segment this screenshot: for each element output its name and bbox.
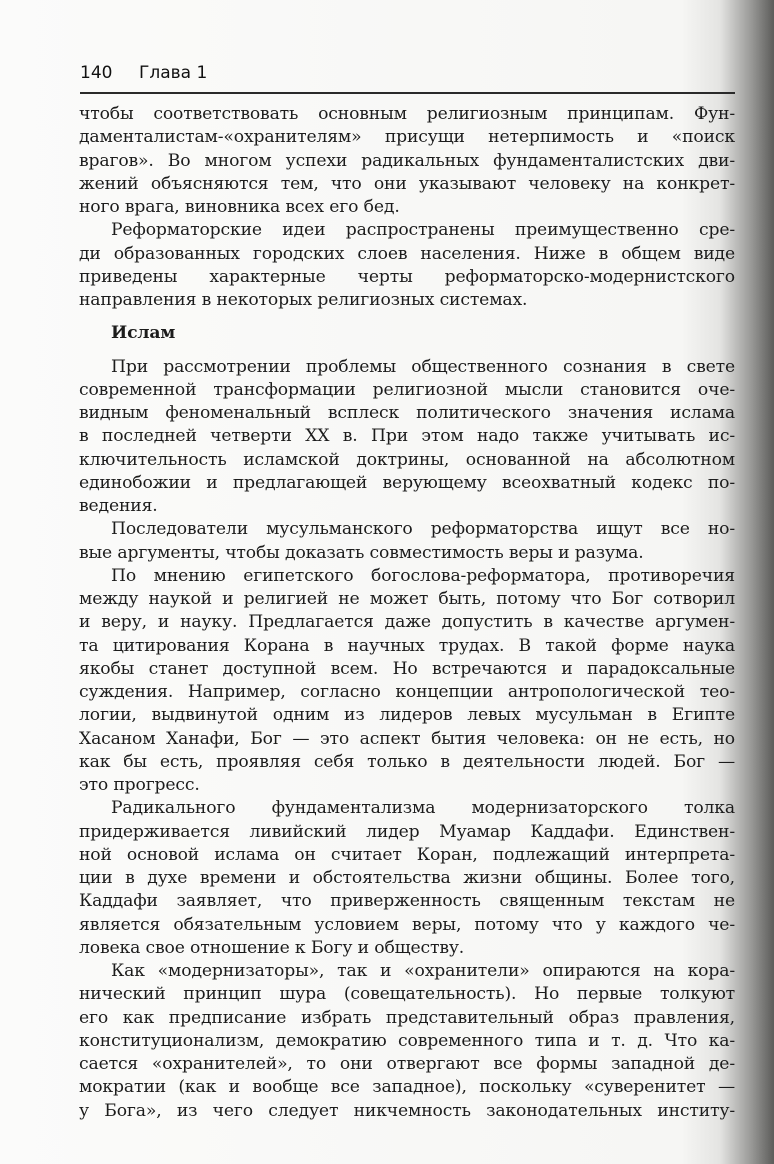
text-line: даменталистам-«охранителям» присущи нетерпимость и «поиск: [79, 127, 735, 148]
text-line: видным феноменальный всплеск политического значения ислама: [79, 403, 735, 423]
text-line: приведены характерные черты реформаторско-модернистского: [79, 266, 735, 287]
text-line: чтобы соответствовать основным религиозным принципам. Фун-: [79, 104, 735, 124]
text-line: При рассмотрении проблемы общественного сознания в свете: [111, 356, 735, 377]
text-line: ведения.: [79, 496, 158, 516]
text-line: является обязательным условием веры, потому что у каждого че-: [79, 914, 735, 935]
text-line: и веру, и науку. Предлагается даже допустить в качестве аргумен-: [79, 612, 735, 633]
section-spacer: [79, 346, 735, 356]
text-line: та цитирования Корана в научных трудах. В такой форме наука: [79, 635, 735, 656]
text-line: как бы есть, проявляя себя только в деятельности людей. Бог —: [79, 751, 735, 772]
text-line: его как предписание избрать представительный образ правления,: [79, 1007, 735, 1028]
text-line: якобы станет доступной всем. Но встречаются и парадоксальные: [79, 658, 735, 679]
text-line: между наукой и религией не может быть, потому что Бог сотворил: [79, 589, 735, 609]
text-line: придерживается ливийский лидер Муамар Каддафи. Единствен-: [79, 821, 735, 842]
section-spacer: [79, 312, 735, 322]
text-line: это прогресс.: [79, 775, 200, 795]
text-line: конституционализм, демократию современного типа и т. д. Что ка-: [79, 1030, 735, 1051]
text-line: у Бога», из чего следует никчемность законодательных институ-: [79, 1100, 735, 1121]
text-line: ного врага, виновника всех его бед.: [79, 197, 400, 217]
chapter-title: Глава 1: [139, 63, 208, 83]
text-line: Реформаторские идеи распространены преимущественно сре-: [111, 220, 735, 241]
page-number: 140: [80, 63, 113, 83]
text-line: логии, выдвинутой одним из лидеров левых мусульман в Египте: [79, 705, 735, 726]
text-line: врагов». Во многом успехи радикальных фундаменталистских дви-: [79, 150, 735, 171]
text-line: направления в некоторых религиозных системах.: [79, 290, 528, 310]
text-line: нический принцип шура (совещательность). Но первые толкуют: [79, 984, 735, 1005]
text-line: Последователи мусульманского реформаторства ищут все но-: [111, 519, 735, 540]
text-line: в последней четверти XX в. При этом надо также учитывать ис-: [79, 426, 735, 447]
text-line: сается «охранителей», то они отвергают все формы западной де-: [79, 1054, 735, 1074]
text-line: Каддафи заявляет, что приверженность священным текстам не: [79, 891, 735, 912]
header-rule: [80, 92, 735, 94]
text-line: современной трансформации религиозной мысли становится оче-: [79, 379, 735, 400]
section-heading: Ислам: [111, 323, 176, 344]
text-line: Как «модернизаторы», так и «охранители» опираются на кора-: [111, 961, 735, 981]
text-line: ди образованных городских слоев населения. Ниже в общем виде: [79, 243, 735, 264]
text-line: Хасаном Ханафи, Бог — это аспект бытия человека: он не есть, но: [79, 728, 735, 749]
text-line: жений объясняются тем, что они указывают человеку на конкрет-: [79, 173, 735, 194]
text-line: ции в духе времени и обстоятельства жизни общины. Более того,: [79, 868, 735, 888]
body-text: [79, 103, 735, 1123]
text-line: ной основой ислама он считает Коран, подлежащий интерпрета-: [79, 844, 735, 865]
text-line: ловека свое отношение к Богу и обществу.: [79, 937, 465, 958]
text-line: ключительность исламской доктрины, основанной на абсолютном: [79, 449, 735, 470]
text-line: единобожии и предлагающей верующему всеохватный кодекс по-: [79, 472, 735, 493]
text-line: По мнению египетского богослова-реформатора, противоречия: [111, 565, 735, 586]
text-line: мократии (как и вообще все западное), поскольку «суверенитет —: [79, 1077, 735, 1098]
text-line: суждения. Например, согласно концепции антропологической тео-: [79, 682, 735, 702]
running-header: [80, 63, 735, 87]
text-line: Радикального фундаментализма модернизаторского толка: [111, 798, 735, 819]
text-line: вые аргументы, чтобы доказать совместимость веры и разума.: [79, 542, 644, 563]
